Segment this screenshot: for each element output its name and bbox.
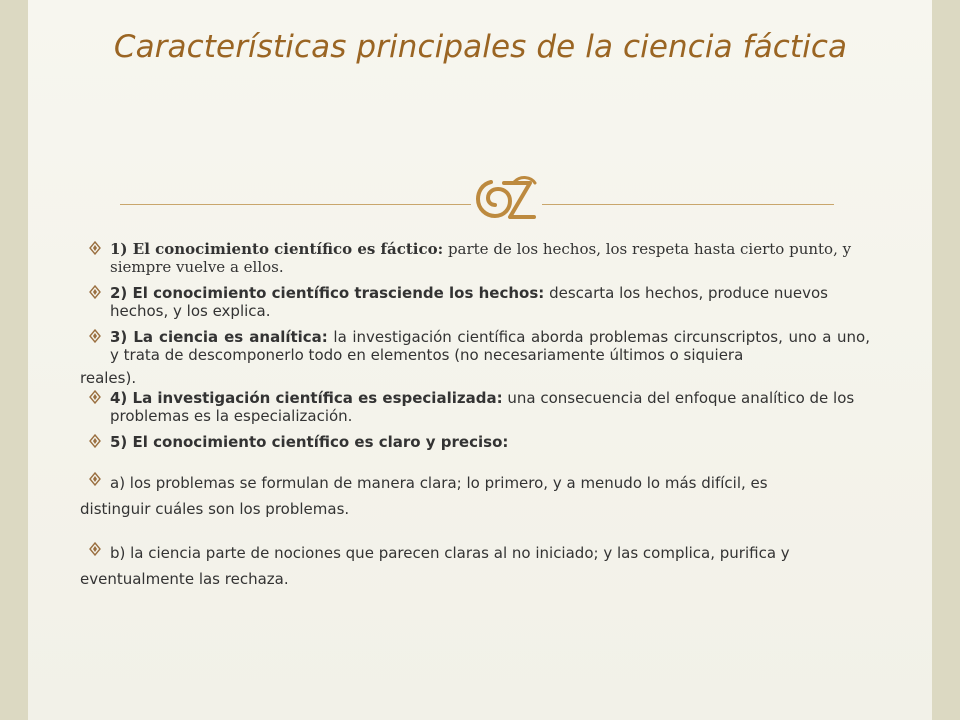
list-item bbox=[80, 433, 870, 451]
list-item-label: 3) La ciencia es analítica: bbox=[110, 328, 328, 346]
list-item-text bbox=[110, 240, 870, 276]
list-item-label: 4) La investigación científica es especializada: bbox=[110, 389, 503, 407]
list-item-continuation: reales). bbox=[80, 369, 137, 387]
list-item-body: parte de los hechos, los respeta hasta cierto punto, y siempre vuelve a ellos. bbox=[110, 240, 852, 276]
list-item-label: 5) El conocimiento científico es claro y preciso: bbox=[110, 433, 509, 451]
list-item-label: 1) El conocimiento científico es fáctico: bbox=[110, 240, 444, 258]
list-item-label: 2) El conocimiento científico trasciende los hechos: bbox=[110, 284, 545, 302]
diamond-bullet-icon bbox=[80, 328, 110, 343]
sub-list-item bbox=[80, 541, 870, 565]
list-item-body: la investigación científica aborda problemas circunscriptos, uno a uno, y trata de descomponerlo todo en elementos (no necesariamente últimos o siquiera bbox=[110, 328, 870, 364]
diamond-bullet-icon bbox=[80, 389, 110, 404]
list-item-body: una consecuencia del enfoque analítico de los problemas es la especialización. bbox=[110, 389, 855, 425]
list-item-text bbox=[110, 284, 870, 320]
sub-list-item-continuation: eventualmente las rechaza. bbox=[80, 570, 289, 588]
diamond-bullet-icon bbox=[80, 240, 110, 255]
diamond-bullet-icon bbox=[80, 284, 110, 299]
diamond-bullet-icon bbox=[80, 541, 110, 556]
list-item-text bbox=[110, 433, 870, 451]
slide-title: Características principales de la ciencia fáctica bbox=[113, 29, 848, 65]
list-item bbox=[80, 389, 870, 425]
list-item bbox=[80, 284, 870, 320]
divider-line-left bbox=[120, 204, 471, 205]
slide bbox=[28, 0, 932, 720]
list-item-text bbox=[110, 389, 870, 425]
sub-list-item-text: b) la ciencia parte de nociones que parecen claras al no iniciado; y las complica, purifica y bbox=[110, 544, 790, 562]
sub-list-item bbox=[80, 471, 870, 495]
sub-list-item-text: a) los problemas se formulan de manera clara; lo primero, y a menudo lo más difícil, es bbox=[110, 474, 768, 492]
diamond-bullet-icon bbox=[80, 433, 110, 448]
list-item bbox=[80, 328, 870, 364]
bullet-content bbox=[80, 240, 870, 591]
list-item-body: descarta los hechos, produce nuevos hechos, y los explica. bbox=[110, 284, 828, 320]
list-item-text bbox=[110, 328, 870, 364]
sub-list-item-continuation: distinguir cuáles son los problemas. bbox=[80, 500, 350, 518]
decorative-flourish-icon bbox=[474, 174, 540, 226]
diamond-bullet-icon bbox=[80, 471, 110, 486]
divider-line-right bbox=[542, 204, 834, 205]
list-item bbox=[80, 240, 870, 276]
